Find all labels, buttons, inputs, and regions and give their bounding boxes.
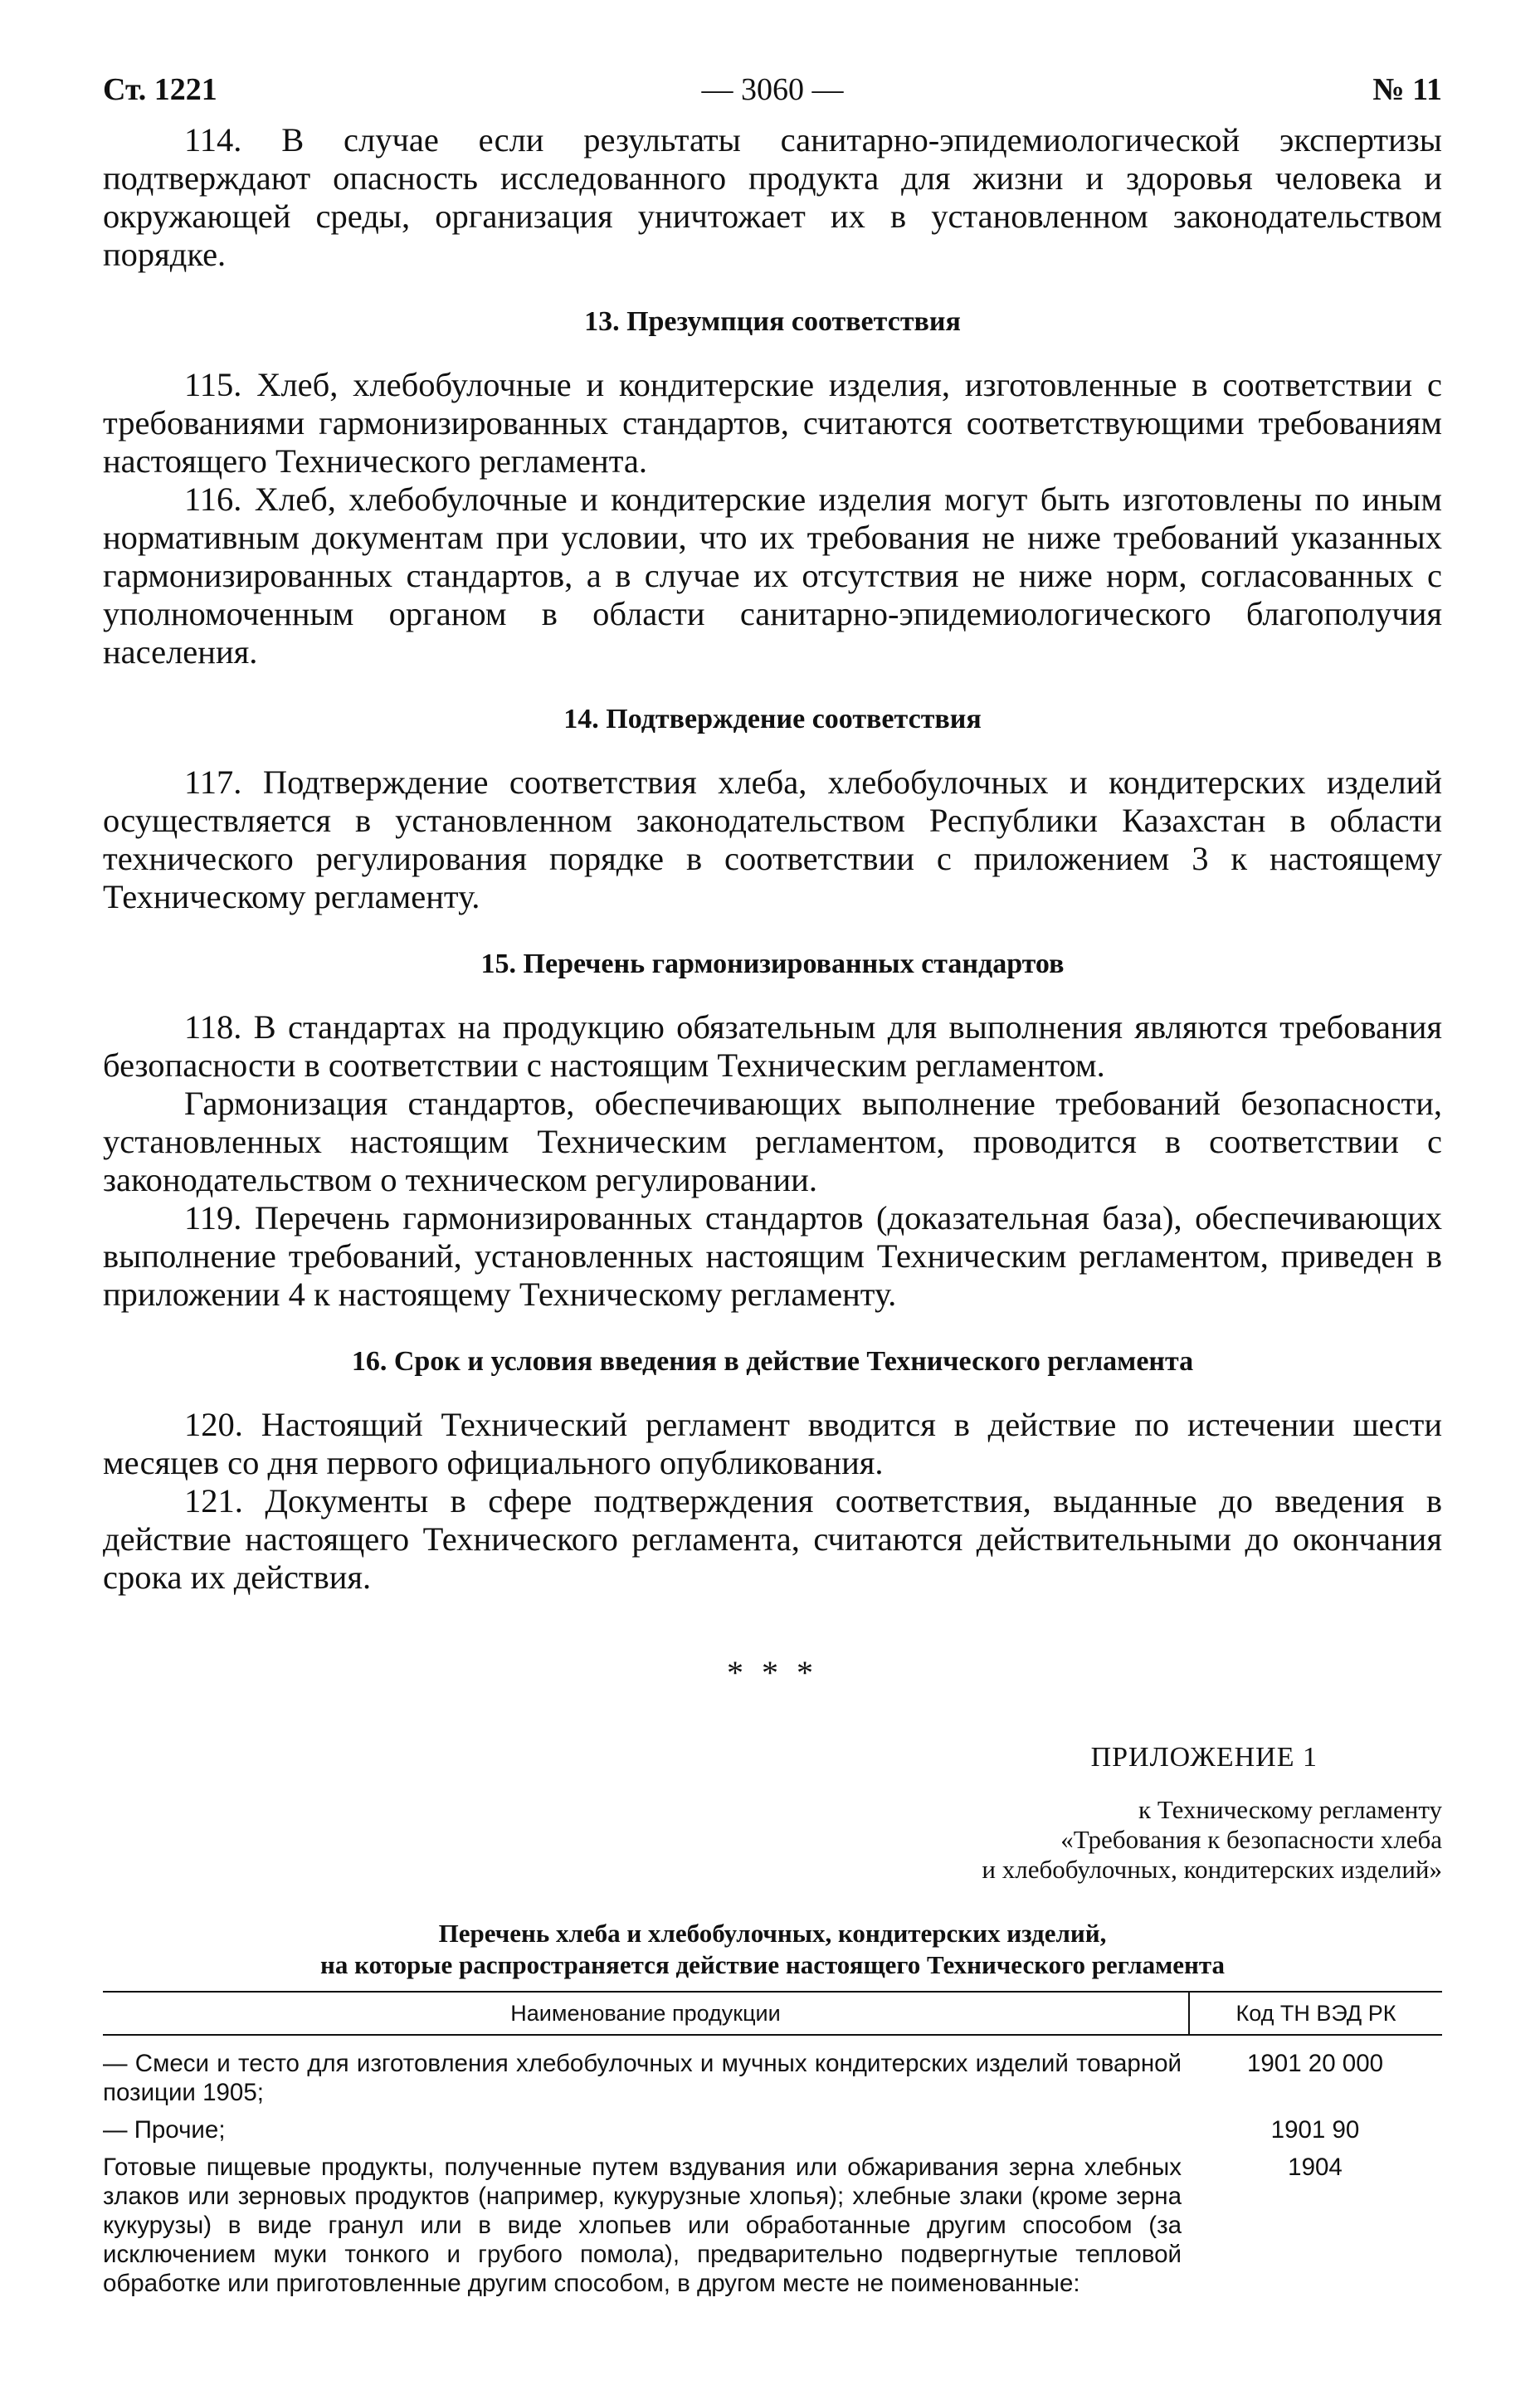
appendix-label: ПРИЛОЖЕНИЕ 1: [1090, 1742, 1318, 1773]
table-row: [103, 2153, 1442, 2298]
paragraph-117: 117. Подтверждение соответствия хлеба, хлебобулочных и кондитерских изделий осуществляется в установленном законодательством Республики Казахстан в области технического регулирования порядке в соответствии с приложением 3 к настоящему Техническому регламенту.: [103, 763, 1442, 915]
appendix-reference: [103, 1795, 1442, 1885]
column-header-code: Код ТН ВЭД РК: [1235, 2001, 1396, 2026]
page-number: — 3060 —: [701, 72, 844, 107]
article-number: Ст. 1221: [103, 72, 217, 107]
table-row: [103, 2049, 1442, 2107]
page-header: [103, 71, 1442, 121]
section-14-title: 14. Подтверждение соответствия: [563, 704, 982, 734]
appendix-ref-line: «Требования к безопасности хлеба: [1060, 1825, 1442, 1854]
list-title-line: на которые распространяется действие настоящего Технического регламента: [320, 1950, 1225, 1979]
paragraph-118: 118. В стандартах на продукцию обязательным для выполнения являются требования безопасности в соответствии с настоящим Техническим регламентом.: [103, 1008, 1442, 1084]
paragraph-116: 116. Хлеб, хлебобулочные и кондитерские изделия могут быть изготовлены по иным нормативным документам при условии, что их требования не ниже требований указанных гармонизированных стандартов, а в случае их отсутствия не ниже норм, согласованных с уполномоченным органом в области санитарно-эпидемиологического благополучия населения.: [103, 480, 1442, 671]
product-code: 1901 20 000: [1246, 2050, 1384, 2077]
list-title-line: Перечень хлеба и хлебобулочных, кондитерских изделий,: [438, 1919, 1107, 1948]
paragraph-118-harmonization: Гармонизация стандартов, обеспечивающих выполнение требований безопасности, установленных настоящим Техническим регламентом, проводится в соответствии с законодательством о техническом регулировании.: [103, 1085, 1442, 1198]
section-16-title: 16. Срок и условия введения в действие Технического регламента: [351, 1346, 1194, 1377]
section-13-title: 13. Презумпция соответствия: [584, 306, 961, 337]
product-table: [103, 1991, 1442, 2298]
paragraph-115: 115. Хлеб, хлебобулочные и кондитерские изделия, изготовленные в соответствии с требованиями гармонизированных стандартов, считаются соответствующими требованиям настоящего Технического регламента.: [103, 366, 1442, 480]
document-page: [103, 71, 1442, 2298]
product-name: Готовые пищевые продукты, полученные путем вздувания или обжаривания зерна хлебных злаков или зерновых продуктов (например, кукурузные хлопья); хлебные злаки (кроме зерна кукурузы) в виде гранул или в виде хлопьев или обработанные другим способом (за исключением муки тонкого и грубого помола), предварительно подвергнутые тепловой обработке или приготовленные другим способом, в другом месте не поименованные:: [103, 2154, 1182, 2297]
section-15-title: 15. Перечень гармонизированных стандартов: [480, 949, 1065, 979]
paragraph-119: 119. Перечень гармонизированных стандартов (доказательная база), обеспечивающих выполнение требований, установленных настоящим Техническим регламентом, приведен в приложении 4 к настоящему Техническому регламенту.: [103, 1199, 1442, 1313]
table-header: [103, 1993, 1442, 2036]
appendix-ref-line: к Техническому регламенту: [1138, 1795, 1442, 1824]
product-name: — Прочие;: [103, 2116, 226, 2144]
table-row: [103, 2115, 1442, 2144]
product-code: 1901 90: [1270, 2116, 1360, 2144]
paragraph-120: 120. Настоящий Технический регламент вводится в действие по истечении шести месяцев со дня первого официального опубликования.: [103, 1406, 1442, 1481]
product-list-title: [103, 1918, 1442, 1981]
product-name: — Смеси и тесто для изготовления хлебобулочных и мучных кондитерских изделий товарной позиции 1905;: [103, 2050, 1182, 2106]
section-separator: * * *: [727, 1654, 818, 1691]
column-header-name: Наименование продукции: [103, 1993, 1190, 2034]
paragraph-121: 121. Документы в сфере подтверждения соответствия, выданные до введения в действие настоящего Технического регламента, считаются действительными до окончания срока их действия.: [103, 1482, 1442, 1596]
appendix-ref-line: и хлебобулочных, кондитерских изделий»: [982, 1855, 1442, 1884]
issue-number: № 11: [1372, 72, 1442, 107]
paragraph-114: 114. В случае если результаты санитарно-эпидемиологической экспертизы подтверждают опасность исследованного продукта для жизни и здоровья человека и окружающей среды, организация уничтожает их в установленном законодательством порядке.: [103, 121, 1442, 273]
product-code: 1904: [1288, 2154, 1343, 2181]
